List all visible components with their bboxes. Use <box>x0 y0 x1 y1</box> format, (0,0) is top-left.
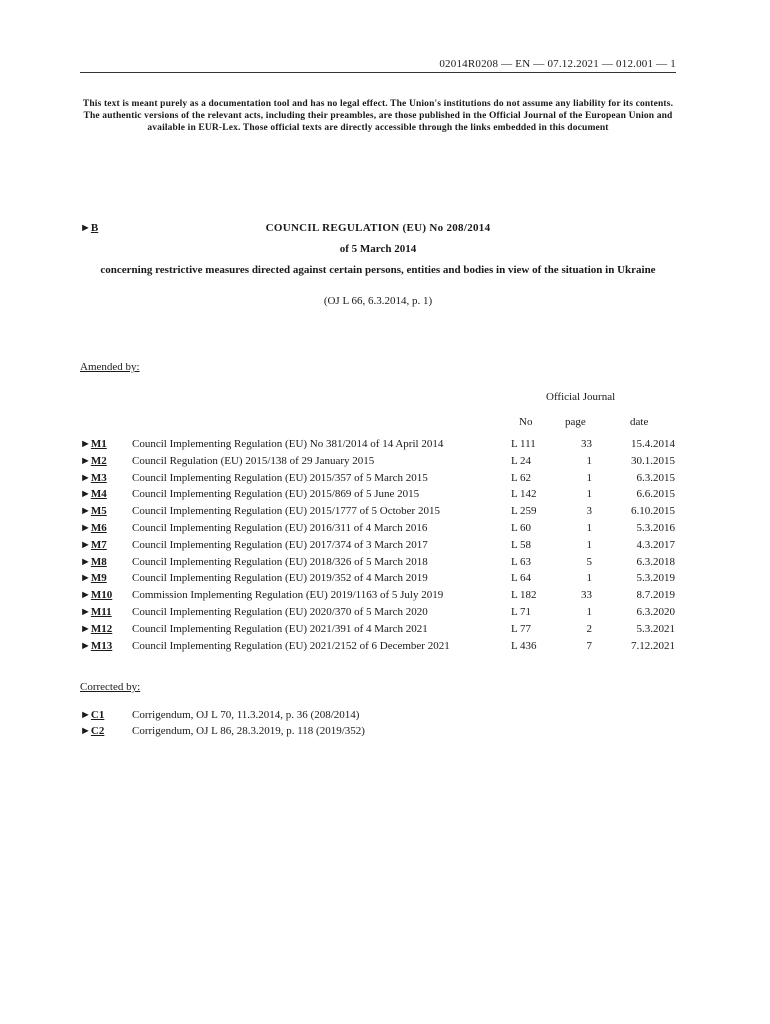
amendment-oj-date: 6.3.2015 <box>636 471 675 484</box>
amendment-link[interactable]: M3 <box>90 471 107 484</box>
column-header-no: No <box>519 416 533 428</box>
amendment-row <box>80 554 680 571</box>
amendment-oj-number: L 62 <box>511 471 532 484</box>
amendment-description: Council Implementing Regulation (EU) 2017/374 of 3 March 2017 <box>132 538 428 551</box>
amendment-marker[interactable] <box>80 604 112 621</box>
header-divider <box>80 72 676 73</box>
amendment-link[interactable]: M6 <box>90 521 107 534</box>
amendment-oj-date: 6.3.2018 <box>636 555 675 568</box>
amendment-marker[interactable] <box>80 470 107 487</box>
corrigendum-row <box>80 707 680 723</box>
marker-arrow-icon: ► <box>80 605 91 618</box>
amendment-marker[interactable] <box>80 621 112 638</box>
regulation-subject: concerning restrictive measures directed against certain persons, entities and bodies in view of the situation in Ukraine <box>100 264 656 276</box>
amendment-row <box>80 570 680 587</box>
amendment-oj-number: L 63 <box>511 555 532 568</box>
amendment-description: Council Implementing Regulation (EU) 2019/352 of 4 March 2019 <box>132 572 428 585</box>
amendment-oj-date: 6.6.2015 <box>636 488 675 501</box>
marker-arrow-icon: ► <box>80 622 91 635</box>
amendment-row <box>80 486 680 503</box>
marker-arrow-icon: ► <box>80 538 91 551</box>
regulation-oj-reference: (OJ L 66, 6.3.2014, p. 1) <box>323 295 433 307</box>
amendment-description: Council Implementing Regulation (EU) 2016/311 of 4 March 2016 <box>132 521 428 534</box>
corrigendum-row <box>80 723 680 739</box>
amendment-row <box>80 436 680 453</box>
official-journal-heading: Official Journal <box>546 391 616 403</box>
amendment-oj-page: 33 <box>581 438 592 450</box>
amendment-row <box>80 537 680 554</box>
amendment-description: Council Implementing Regulation (EU) 2018/326 of 5 March 2018 <box>132 555 428 568</box>
amendment-description: Council Implementing Regulation (EU) 2015/869 of 5 June 2015 <box>132 488 420 501</box>
amendments-table <box>80 436 680 654</box>
amendment-oj-date: 15.4.2014 <box>631 438 675 450</box>
amendment-oj-number: L 24 <box>511 454 532 467</box>
amendment-description: Council Implementing Regulation (EU) 2021/391 of 4 March 2021 <box>132 622 428 635</box>
marker-arrow-icon: ► <box>80 521 91 534</box>
amendment-oj-page: 1 <box>586 538 592 551</box>
amendment-oj-date: 5.3.2016 <box>636 521 675 534</box>
corrected-by-heading: Corrected by: <box>80 681 141 693</box>
amendment-description: Council Implementing Regulation (EU) No 381/2014 of 14 April 2014 <box>132 438 444 450</box>
amendment-oj-page: 1 <box>586 521 592 534</box>
marker-arrow-icon: ► <box>80 438 91 450</box>
corrigendum-marker[interactable] <box>80 723 104 739</box>
regulation-date: of 5 March 2014 <box>339 243 417 255</box>
amendment-marker[interactable] <box>80 570 107 587</box>
amendment-oj-date: 6.3.2020 <box>636 605 675 618</box>
amendment-oj-date: 7.12.2021 <box>631 639 675 652</box>
corrigendum-link[interactable]: C2 <box>90 725 105 737</box>
amendment-link[interactable]: M1 <box>90 438 107 450</box>
marker-arrow-icon: ► <box>80 454 91 467</box>
amendment-row <box>80 503 680 520</box>
marker-arrow-icon: ► <box>80 709 91 721</box>
amendment-oj-number: L 64 <box>511 572 532 585</box>
amendment-description: Council Implementing Regulation (EU) 2015/1777 of 5 October 2015 <box>132 505 440 518</box>
amendment-row <box>80 453 680 470</box>
amendment-oj-page: 5 <box>586 555 592 568</box>
amendment-description: Council Implementing Regulation (EU) 2021/2152 of 6 December 2021 <box>132 639 450 652</box>
amendment-description: Council Implementing Regulation (EU) 2015/357 of 5 March 2015 <box>132 471 428 484</box>
marker-arrow-icon: ► <box>80 725 91 737</box>
amendment-oj-number: L 259 <box>511 505 537 518</box>
amendment-oj-page: 1 <box>586 471 592 484</box>
amendment-marker[interactable] <box>80 486 107 503</box>
corrigendum-description: Corrigendum, OJ L 86, 28.3.2019, p. 118 (2019/352) <box>132 725 365 737</box>
amendment-link[interactable]: M9 <box>90 572 107 585</box>
amendment-row <box>80 604 680 621</box>
amendment-oj-number: L 77 <box>511 622 532 635</box>
amendment-marker[interactable] <box>80 453 107 470</box>
amendment-oj-date: 5.3.2021 <box>636 622 675 635</box>
amendment-oj-page: 1 <box>586 488 592 501</box>
amendment-row <box>80 638 680 655</box>
corrigenda-table <box>80 707 680 739</box>
amendment-link[interactable]: M12 <box>90 622 113 635</box>
amendment-marker[interactable] <box>80 503 107 520</box>
amendment-oj-page: 2 <box>586 622 592 635</box>
column-header-page: page <box>565 416 586 428</box>
amendment-oj-page: 7 <box>586 639 592 652</box>
marker-arrow-icon: ► <box>80 471 91 484</box>
amendment-oj-date: 6.10.2015 <box>631 505 675 518</box>
amendment-link[interactable]: M4 <box>90 488 107 501</box>
amendment-oj-date: 5.3.2019 <box>636 572 675 585</box>
marker-arrow-icon: ► <box>80 572 91 585</box>
corrigendum-marker[interactable] <box>80 707 104 723</box>
amendment-oj-date: 8.7.2019 <box>636 589 675 602</box>
amendment-oj-page: 1 <box>586 572 592 585</box>
amendment-oj-number: L 111 <box>511 438 536 450</box>
column-header-date: date <box>630 416 649 428</box>
amendment-marker[interactable] <box>80 554 107 571</box>
amendment-link[interactable]: M8 <box>90 555 107 568</box>
marker-arrow-icon: ► <box>80 488 91 501</box>
amendment-oj-date: 30.1.2015 <box>631 454 675 467</box>
marker-arrow-icon: ► <box>80 505 91 518</box>
amendment-oj-date: 4.3.2017 <box>636 538 675 551</box>
amendment-row <box>80 587 680 604</box>
amendment-oj-number: L 142 <box>511 488 537 501</box>
amendment-link[interactable]: M5 <box>90 505 107 518</box>
marker-arrow-icon: ► <box>80 222 91 234</box>
amendment-oj-number: L 182 <box>511 589 537 602</box>
marker-arrow-icon: ► <box>80 589 91 602</box>
amendment-link[interactable]: M10 <box>90 589 113 602</box>
amendment-marker[interactable] <box>80 436 107 453</box>
amendment-link[interactable]: M13 <box>90 639 113 652</box>
amendment-oj-page: 1 <box>586 605 592 618</box>
amendment-oj-number: L 71 <box>511 605 532 618</box>
corrigendum-description: Corrigendum, OJ L 70, 11.3.2014, p. 36 (208/2014) <box>132 709 360 721</box>
marker-arrow-icon: ► <box>80 639 91 652</box>
amendment-oj-number: L 58 <box>511 538 532 551</box>
disclaimer-text: This text is meant purely as a documentation tool and has no legal effect. The Union's institutions do not assume any liability for its contents. The authentic versions of the relevant acts, including their preambles, are those published in the Official Journal of the European Union and available in EUR-Lex. Those official texts are directly accessible through the links embedded in this document <box>82 99 674 133</box>
amendment-marker[interactable] <box>80 638 112 655</box>
amendment-oj-page: 3 <box>586 505 592 518</box>
amendment-oj-number: L 60 <box>511 521 532 534</box>
amendment-marker[interactable] <box>80 587 112 604</box>
amendment-link[interactable]: M7 <box>90 538 107 551</box>
amendment-marker[interactable] <box>80 537 107 554</box>
document-reference: 02014R0208 — EN — 07.12.2021 — 012.001 — 1 <box>439 58 676 70</box>
amendment-description: Council Regulation (EU) 2015/138 of 29 January 2015 <box>132 454 375 467</box>
amendment-row <box>80 621 680 638</box>
amendment-link[interactable]: M2 <box>90 454 107 467</box>
amendment-link[interactable]: M11 <box>90 605 112 618</box>
amendment-row <box>80 520 680 537</box>
base-act-link[interactable]: B <box>90 222 99 234</box>
marker-arrow-icon: ► <box>80 555 91 568</box>
amendment-row <box>80 470 680 487</box>
amendment-oj-page: 33 <box>581 589 592 602</box>
amendment-description: Commission Implementing Regulation (EU) 2019/1163 of 5 July 2019 <box>132 589 444 602</box>
corrigendum-link[interactable]: C1 <box>90 709 105 721</box>
amendment-description: Council Implementing Regulation (EU) 2020/370 of 5 March 2020 <box>132 605 428 618</box>
regulation-title: COUNCIL REGULATION (EU) No 208/2014 <box>265 222 491 234</box>
amendment-oj-page: 1 <box>586 454 592 467</box>
amendment-marker[interactable] <box>80 520 107 537</box>
amended-by-heading: Amended by: <box>80 361 140 373</box>
amendment-oj-number: L 436 <box>511 639 537 652</box>
